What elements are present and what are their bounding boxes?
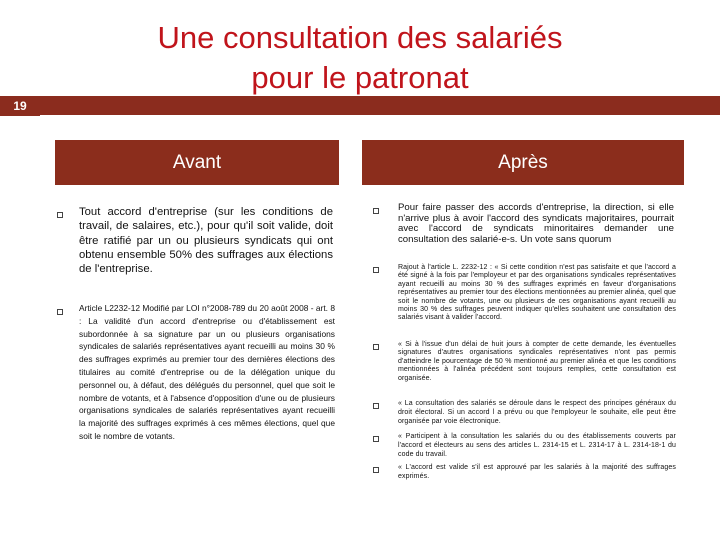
bullet-icon <box>57 212 63 218</box>
title-line-2: pour le patronat <box>251 60 469 95</box>
bullet-icon <box>373 436 379 442</box>
apres-item-1: Pour faire passer des accords d'entreprise, la direction, si elle n'arrive plus à avoir l'accord des syndicats majoritaires, pourrait avec l'accord de syndicats minoritaires demander une consultation des salarié-e-s. Un vote sans quorum <box>398 202 674 245</box>
apres-item-6: « L'accord est valide s'il est approuvé par les salariés à la majorité des suffrages exprimés. <box>398 464 676 480</box>
apres-header: Après <box>362 140 684 185</box>
avant-item-1: Tout accord d'entreprise (sur les conditions de travail, de salaires, etc.), pour qu'il soit valide, doit être ratifié par un ou plusieurs syndicats qui ont obtenu ensemble 50% des suffrages aux élections de l'entreprise. <box>79 206 333 276</box>
bullet-icon <box>373 267 379 273</box>
title-line-1: Une consultation des salariés <box>157 20 563 55</box>
slide-title <box>60 18 660 98</box>
avant-header: Avant <box>55 140 339 185</box>
bullet-icon <box>373 344 379 350</box>
bullet-icon <box>373 467 379 473</box>
header-bar <box>0 96 720 116</box>
avant-item-2: Article L2232-12 Modifié par LOI n°2008-789 du 20 août 2008 - art. 8 : La validité d'un accord d'entreprise ou d'établissement est subordonnée à sa signature par un ou plusieurs organisations syndicales de salariés représentatives ayant recueilli au moins 30 % des suffrages exprimés au premier tour des dernières élections des titulaires au comité d'entreprise ou de la délégation unique du personnel ou, à défaut, des délégués du personnel, quel que soit le nombre de votants, et à l'absence d'opposition d'une ou de plusieurs organisations syndicales de salariés représentatives ayant recueilli la majorité des suffrages exprimés à ces mêmes élections, quel que soit le nombre de votants. <box>79 303 335 441</box>
bullet-icon <box>373 208 379 214</box>
bar-divider <box>40 115 720 116</box>
bullet-icon <box>373 403 379 409</box>
apres-item-4: « La consultation des salariés se déroule dans le respect des principes généraux du droit électoral. Si un accord l a prévu ou que l'employeur le souhaite, elle peut être organisée par voie électronique. <box>398 400 676 425</box>
apres-item-3: « Si à l'issue d'un délai de huit jours à compter de cette demande, les éventuelles signatures d'autres organisations syndicales représentatives n'ont pas permis d'atteindre le pourcentage de 50 % mentionné au premier alinéa et que les conditions mentionnées à l'alinéa précédent sont toujours remplies, cette consultation est organisée. <box>398 341 676 382</box>
bullet-icon <box>57 309 63 315</box>
slide-number: 19 <box>0 96 40 116</box>
apres-item-2: Rajout à l'article L. 2232-12 : « Si cette condition n'est pas satisfaite et que l'accord a été signé à la fois par l'employeur et par des organisations syndicales représentatives ayant recueilli au moins 30 % des suffrages exprimés en faveur d'organisations représentatives au premier tour des élections mentionnées au premier alinéa, quel que soit le nombre de votants, une ou plusieurs de ces organisations ayant recueilli au moins 30 % des suffrages peuvent indiquer qu'elles souhaitent une consultation des salariés visant à valider l'accord. <box>398 264 676 322</box>
apres-item-5: « Participent à la consultation les salariés du ou des établissements couverts par l'accord et électeurs au sens des articles L. 2314-15 et L. 2314-17 à L. 2314-18-1 du code du travail. <box>398 433 676 458</box>
